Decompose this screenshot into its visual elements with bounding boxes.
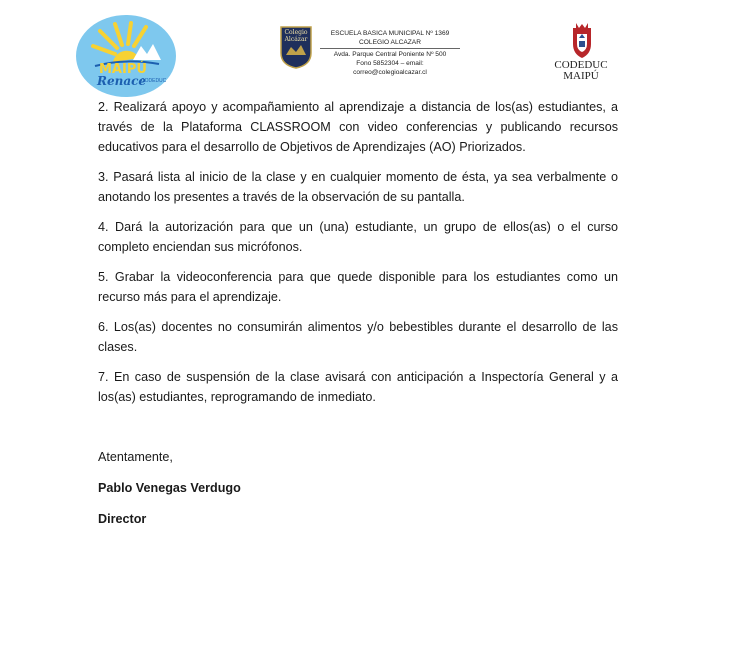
school-info bbox=[320, 29, 460, 77]
school-contact: Fono 5852304 – email: correo@colegioalcazar.cl bbox=[353, 60, 427, 76]
school-divider bbox=[320, 48, 460, 49]
codeduc-text bbox=[548, 60, 614, 82]
maipu-logo-text: MAIPÚ bbox=[99, 62, 147, 77]
signer-name: Pablo Venegas Verdugo bbox=[98, 481, 241, 495]
codeduc-line2: MAIPÚ bbox=[563, 70, 599, 82]
colegio-alcazar-shield-icon bbox=[279, 25, 313, 69]
letterhead bbox=[0, 0, 730, 100]
school-name: ESCUELA BASICA MUNICIPAL Nº 1369 bbox=[330, 30, 450, 37]
paragraph-item-5: 5. Grabar la videoconferencia para que quede disponible para los estudiantes como un recurso más para el aprendizaje. bbox=[98, 270, 618, 304]
signer-title: Director bbox=[98, 512, 147, 526]
paragraph-item-2: 2. Realizará apoyo y acompañamiento al aprendizaje a distancia de los(as) estudiantes, a través de la Plataforma CLASSROOM con video conferencias y publicando recursos educativos para el desarrollo de Objetivos de Aprendizajes (AO) Priorizados. bbox=[98, 100, 618, 154]
codeduc-shield-icon bbox=[567, 22, 597, 60]
codeduc-line1: CODEDUC bbox=[554, 59, 608, 71]
school-address: Avda. Parque Central Poniente Nº 500 bbox=[333, 51, 447, 58]
maipu-renace-logo bbox=[75, 14, 177, 98]
codeduc-tagline: CODEDUC bbox=[141, 78, 167, 84]
paragraph-item-6: 6. Los(as) docentes no consumirán alimentos y/o bebestibles durante el desarrollo de las clases. bbox=[98, 320, 618, 354]
school-subname: COLEGIO ALCAZAR bbox=[359, 39, 421, 46]
paragraph-item-7: 7. En caso de suspensión de la clase avisará con anticipación a Inspectoría General y a los(as) estudiantes, reprogramando de inmediato. bbox=[98, 370, 618, 404]
paragraph-item-3: 3. Pasará lista al inicio de la clase y en cualquier momento de ésta, ya sea verbalmente o anotando los presentes a través de la observación de su pantalla. bbox=[98, 170, 618, 204]
letter-closing bbox=[98, 447, 618, 529]
paragraph-item-4: 4. Dará la autorización para que un (una) estudiante, un grupo de ellos(as) o el curso completo enciendan sus micrófonos. bbox=[98, 220, 618, 254]
renace-logo-text: Renace bbox=[97, 74, 147, 88]
alcazar-shield-text: Colegio Alcázar bbox=[284, 29, 308, 43]
salutation: Atentamente, bbox=[98, 450, 173, 464]
letter-body bbox=[98, 97, 618, 540]
codeduc-maipu-logo bbox=[548, 22, 618, 82]
school-identification bbox=[279, 25, 459, 75]
